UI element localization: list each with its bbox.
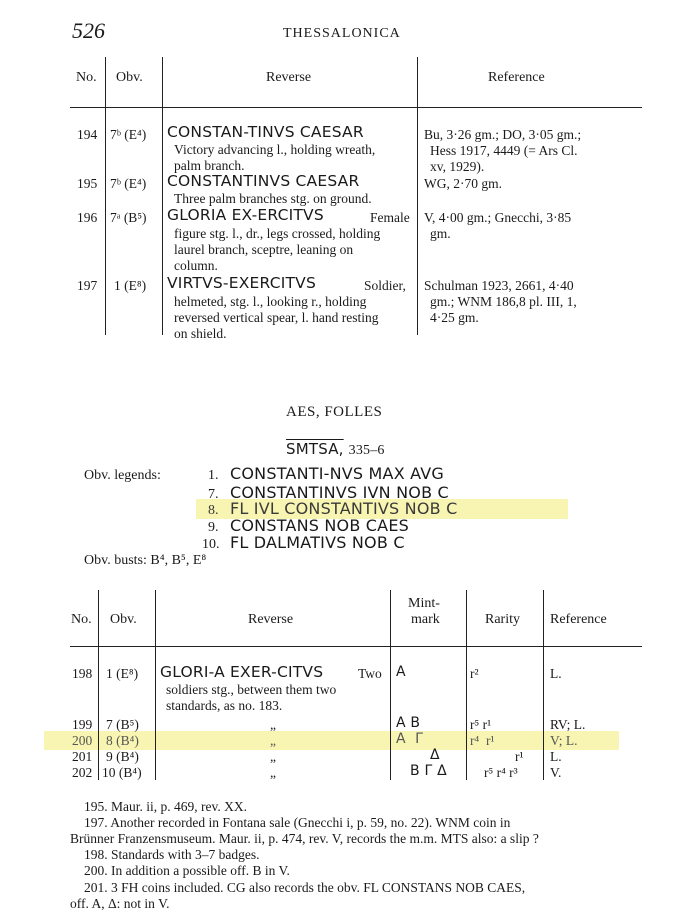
t1-row194-desc-1: Victory advancing l., holding wreath, (174, 142, 376, 157)
t2-row201-obv: 9 (B⁴) (106, 749, 139, 764)
footnote-200: 200. In addition a possible off. B in V. (84, 863, 290, 878)
t2-row201-rev: „ (270, 749, 276, 764)
t2-rule-1 (98, 590, 99, 780)
t2-rule-3 (390, 590, 391, 780)
t1-row197-no: 197 (77, 278, 98, 293)
t2-head-obv: Obv. (110, 612, 137, 627)
t1-header-rule (70, 107, 642, 108)
footnote-197-line-2: Brünner Franzensmuseum. Maur. ii, p. 474, rev. V, records the m.m. MTS also: a slip ? (70, 831, 539, 846)
t2-row198-legend-tail: Two (358, 666, 382, 681)
t2-row202-rarity: r⁵ r⁴ r³ (484, 765, 518, 780)
footnote-201-line-2: off. A, Δ: not in V. (70, 896, 170, 911)
legend-8-num: 8. (208, 503, 219, 518)
t1-row197-legend-tail: Soldier, (364, 278, 406, 293)
mintmark-date: 335–6 (348, 443, 385, 458)
t2-row202-obv: 10 (B⁴) (102, 765, 142, 780)
t2-row198-mint: A (396, 664, 406, 680)
t1-row197-desc-1: helmeted, stg. l., looking r., holding (174, 294, 367, 309)
t2-row202-no: 202 (72, 765, 93, 780)
t2-row199-ref: RV; L. (550, 717, 586, 732)
t1-head-reference: Reference (488, 70, 545, 85)
t2-head-mint-top: Mint- (408, 596, 440, 611)
t1-row196-ref-1: V, 4·00 gm.; Gnecchi, 3·85 (424, 210, 572, 225)
legend-10-text: FL DALMATIVS NOB C (230, 533, 405, 552)
t1-row196-desc-1: figure stg. l., dr., legs crossed, holding (174, 226, 381, 241)
t2-row199-rev: „ (270, 717, 276, 732)
t2-row200-no: 200 (72, 733, 93, 748)
legend-7-text: CONSTANTINVS IVN NOB C (230, 483, 449, 502)
running-title: THESSALONICA (283, 26, 401, 41)
t2-row201-rarity: r¹ (515, 749, 524, 764)
t2-row202-rev: „ (270, 765, 276, 780)
t1-row194-ref-3: xv, 1929). (430, 159, 485, 174)
t1-rule-2 (162, 57, 163, 335)
t1-row195-ref-1: WG, 2·70 gm. (424, 176, 502, 191)
t1-row197-ref-3: 4·25 gm. (430, 310, 479, 325)
t2-head-no: No. (71, 612, 92, 627)
t2-rule-5 (543, 590, 544, 780)
t1-row194-ref-1: Bu, 3·26 gm.; DO, 3·05 gm.; (424, 127, 582, 142)
t1-row195-no: 195 (77, 176, 98, 191)
t1-row196-legend: GLORIA EX-ERCITVS (167, 206, 324, 224)
t2-row199-no: 199 (72, 717, 93, 732)
t2-row202-ref: V. (550, 765, 562, 780)
t2-row201-ref: L. (550, 749, 562, 764)
t2-head-rarity: Rarity (485, 612, 520, 627)
t1-row195-legend: CONSTANTINVS CAESAR (167, 172, 360, 190)
legend-10-num: 10. (202, 537, 220, 552)
t1-row194-legend: CONSTAN-TINVS CAESAR (167, 123, 364, 141)
t2-row201-no: 201 (72, 749, 93, 764)
t1-row196-desc-3: column. (174, 258, 218, 273)
t1-row195-desc-1: Three palm branches stg. on ground. (174, 191, 372, 206)
t2-head-mint-bottom: mark (411, 612, 440, 627)
t1-row194-obv: 7ᵇ (E⁴) (110, 127, 147, 142)
t2-head-reference: Reference (550, 612, 607, 627)
t2-row199-mint: A B (396, 715, 421, 731)
t1-row197-desc-3: on shield. (174, 326, 227, 341)
t2-row201-mint: Δ (430, 747, 440, 763)
t2-row198-no: 198 (72, 666, 93, 681)
mintmark-heading (286, 440, 385, 459)
t2-row198-obv: 1 (E⁸) (106, 666, 139, 681)
obv-busts: Obv. busts: B⁴, B⁵, E⁸ (84, 553, 207, 568)
t1-row197-desc-2: reversed vertical spear, l. hand resting (174, 310, 379, 325)
t2-row198-desc-1: soldiers stg., between them two (166, 682, 337, 697)
t1-row196-legend-tail: Female (370, 210, 410, 225)
t1-row194-ref-2: Hess 1917, 4449 (= Ars Cl. (430, 143, 578, 158)
t1-head-obv: Obv. (116, 70, 143, 85)
t2-row200-rarity: r⁴ r¹ (470, 733, 495, 748)
t1-row197-legend: VIRTVS-EXERCITVS (167, 274, 317, 292)
t2-row199-obv: 7 (B⁵) (106, 717, 139, 732)
t1-head-no: No. (76, 70, 97, 85)
t1-row196-obv: 7ᵃ (B⁵) (110, 210, 147, 225)
legend-1-num: 1. (208, 468, 219, 483)
t2-row198-ref: L. (550, 666, 562, 681)
t2-rule-2 (155, 590, 156, 780)
section-title: AES, FOLLES (286, 404, 383, 420)
t1-rule-1 (105, 57, 106, 335)
footnote-198: 198. Standards with 3–7 badges. (84, 847, 260, 862)
t2-row198-rarity: r² (470, 666, 479, 681)
legends-label: Obv. legends: (84, 468, 161, 483)
page-number: 526 (72, 18, 105, 43)
footnote-195: 195. Maur. ii, p. 469, rev. XX. (84, 799, 247, 814)
t2-header-rule (70, 646, 642, 647)
t1-row196-ref-2: gm. (430, 226, 451, 241)
t2-row198-legend: GLORI-A EXER-CITVS (160, 663, 324, 681)
t2-row198-desc-2: standards, as no. 183. (166, 698, 283, 713)
t1-row197-obv: 1 (E⁸) (114, 278, 147, 293)
t1-row197-ref-2: gm.; WNM 186,8 pl. III, 1, (430, 294, 577, 309)
t2-head-reverse: Reverse (248, 612, 294, 627)
legend-9-text: CONSTANS NOB CAES (230, 516, 409, 535)
t2-row200-rev: „ (270, 733, 276, 748)
legend-9-num: 9. (208, 520, 219, 535)
footnote-201-line-1: 201. 3 FH coins included. CG also records the obv. FL CONSTANS NOB CAES, (84, 880, 526, 895)
t2-row202-mint: B Γ Δ (410, 763, 447, 779)
t1-row196-no: 196 (77, 210, 98, 225)
t2-rule-4 (466, 590, 467, 780)
mintmark-text: SMTSA, (286, 440, 344, 458)
t1-row194-desc-2: palm branch. (174, 158, 245, 173)
t1-row194-no: 194 (77, 127, 98, 142)
t2-row200-ref: V; L. (550, 733, 578, 748)
legend-1-text: CONSTANTI-NVS MAX AVG (230, 464, 445, 483)
t2-row200-obv: 8 (B⁴) (106, 733, 139, 748)
t1-head-reverse: Reverse (266, 70, 312, 85)
t2-row199-rarity: r⁵ r¹ (470, 717, 492, 732)
t1-row195-obv: 7ᵇ (E⁴) (110, 176, 147, 191)
footnote-197-line-1: 197. Another recorded in Fontana sale (Gnecchi i, p. 59, no. 22). WNM coin in (84, 815, 511, 830)
legend-7-num: 7. (208, 487, 219, 502)
t1-rule-3 (417, 57, 418, 335)
t1-row196-desc-2: laurel branch, sceptre, leaning on (174, 242, 354, 257)
t1-row197-ref-1: Schulman 1923, 2661, 4·40 (424, 278, 574, 293)
t2-row200-mint: A Γ (396, 731, 424, 747)
legend-8-text: FL IVL CONSTANTIVS NOB C (230, 499, 458, 518)
